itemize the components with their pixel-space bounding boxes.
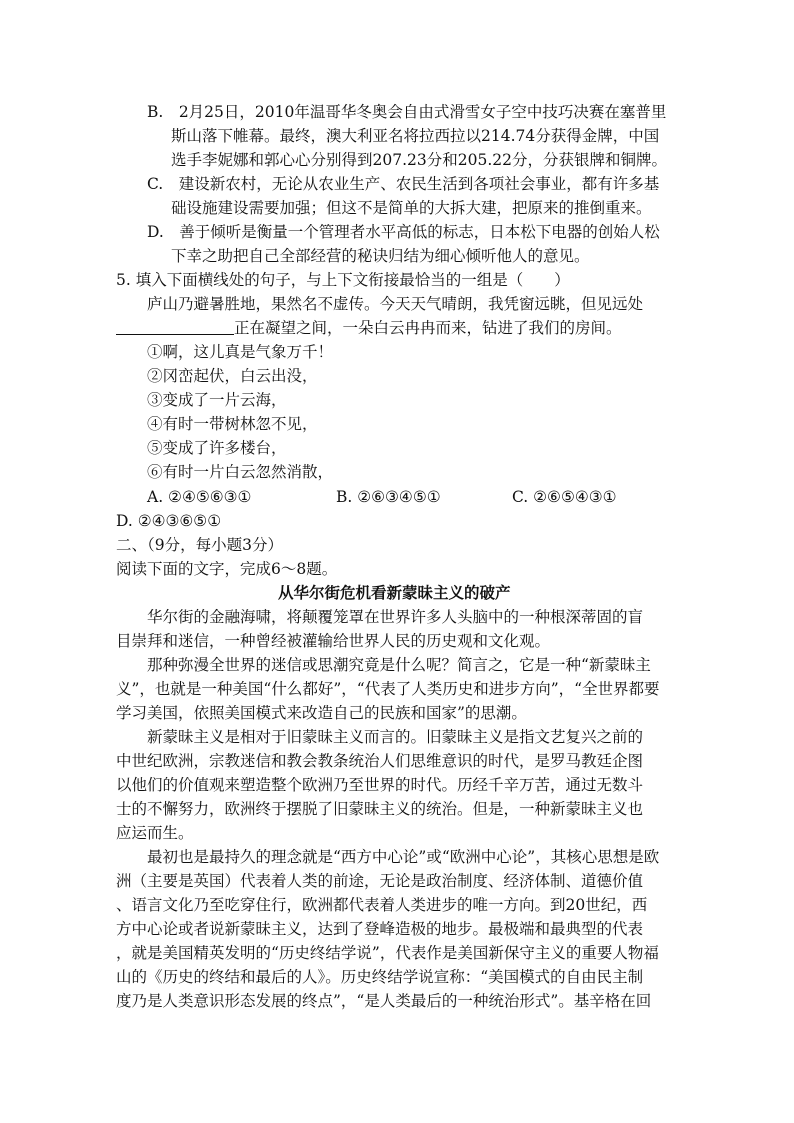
article-p4-line-2: 洲（主要是英国）代表着人类的前途，无论是政治制度、经济体制、道德价值 bbox=[116, 872, 644, 890]
article-p3-line-1: 新蒙昧主义是相对于旧蒙昧主义而言的。旧蒙昧主义是指文艺复兴之前的 bbox=[147, 728, 644, 746]
article-p4-line-6: 山的《历史的终结和最后的人》。历史终结学说宣称：“美国模式的自由民主制 bbox=[116, 968, 644, 986]
article-p2-line-3: 学习美国，依照美国模式来改造自己的民族和国家”的思潮。 bbox=[116, 704, 527, 722]
article-p2-line-2: 义”，也就是一种美国“什么都好”，“代表了人类历史和进步方向”，“全世界都要 bbox=[116, 680, 660, 698]
sentence-1: ①啊，这儿真是气象万千！ bbox=[147, 343, 334, 361]
reading-instruction: 阅读下面的文字，完成6～8题。 bbox=[116, 560, 338, 578]
sentence-4: ④有时一带树林忽不见， bbox=[147, 415, 318, 433]
article-p4-line-5: ，就是美国精英发明的“历史终结学说”，代表作是美国新保守主义的重要人物福 bbox=[116, 944, 659, 962]
choice-a: A. ②④⑤⑥③① bbox=[147, 488, 252, 506]
article-p4-line-1: 最初也是最持久的理念就是“西方中心论”或“欧洲中心论”，其核心思想是欧 bbox=[147, 848, 660, 866]
sentence-5: ⑤变成了许多楼台， bbox=[147, 439, 287, 457]
article-p4-line-3: 、语言文化乃至吃穿住行，欧洲都代表着人类进步的唯一方向。到20世纪，西 bbox=[116, 896, 648, 914]
question-5-stem: 5. 填入下面横线处的句子，与上下文衔接最恰当的一组是（ ） bbox=[116, 271, 570, 289]
option-d-line-1: D. 善于倾听是衡量一个管理者水平高低的标志，日本松下电器的创始人松 bbox=[147, 223, 660, 241]
option-c-line-2: 础设施建设需要加强；但这不是简单的大拆大建，把原来的推倒重来。 bbox=[171, 199, 652, 217]
article-p2-line-1: 那种弥漫全世界的迷信或思潮究竟是什么呢？简言之，它是一种“新蒙昧主 bbox=[147, 656, 651, 674]
sentence-2: ②冈峦起伏，白云出没， bbox=[147, 367, 318, 385]
sentence-6: ⑥有时一片白云忽然消散， bbox=[147, 463, 334, 481]
article-p4-line-4: 方中心论或者说新蒙昧主义，达到了登峰造极的地步。最极端和最典型的代表 bbox=[116, 920, 644, 938]
section-2-heading: 二、（9分，每小题3分） bbox=[116, 536, 283, 554]
option-b-line-3: 选手李妮娜和郭心心分别得到207.23分和205.22分，分获银牌和铜牌。 bbox=[171, 151, 667, 169]
option-b-line-1: B. 2月25日，2010年温哥华冬奥会自由式滑雪女子空中技巧决赛在塞普里 bbox=[147, 103, 667, 121]
choice-c: C. ②⑥⑤④③① bbox=[512, 488, 617, 506]
option-d-line-2: 下幸之助把自己全部经营的秘诀归结为细心倾听他人的意见。 bbox=[171, 247, 590, 265]
article-p1-line-2: 目崇拜和迷信，一种曾经被灌输给世界人民的历史观和文化观。 bbox=[116, 632, 551, 650]
article-p3-line-4: 士的不懈努力，欧洲终于摆脱了旧蒙昧主义的统治。但是，一种新蒙昧主义也 bbox=[116, 800, 644, 818]
option-c-line-1: C. 建设新农村，无论从农业生产、农民生活到各项社会事业，都有许多基 bbox=[147, 175, 660, 193]
article-p4-line-7: 度乃是人类意识形态发展的终点”，“是人类最后的一种统治形式”。基辛格在回 bbox=[116, 992, 652, 1010]
choice-d: D. ②④③⑥⑤① bbox=[116, 512, 222, 530]
article-title: 从华尔街危机看新蒙昧主义的破产 bbox=[278, 583, 511, 602]
article-p3-line-3: 以他们的价值观来塑造整个欧洲乃至世界的时代。历经千辛万苦，通过无数斗 bbox=[116, 776, 644, 794]
article-p1-line-1: 华尔街的金融海啸，将颠覆笼罩在世界许多人头脑中的一种根深蒂固的盲 bbox=[147, 608, 644, 626]
article-p3-line-5: 应运而生。 bbox=[116, 824, 194, 842]
option-b-line-2: 斯山落下帷幕。最终，澳大利亚名将拉西拉以214.74分获得金牌，中国 bbox=[171, 127, 660, 145]
passage-text-2: 正在凝望之间，一朵白云冉冉而来，钻进了我们的房间。 bbox=[116, 316, 622, 340]
choice-b: B. ②⑥③④⑤① bbox=[336, 488, 441, 506]
sentence-3: ③变成了一片云海， bbox=[147, 391, 287, 409]
fill-blank-line bbox=[116, 318, 234, 335]
article-p3-line-2: 中世纪欧洲，宗教迷信和教会教条统治人们思维意识的时代，是罗马教廷企图 bbox=[116, 752, 644, 770]
passage-text-1: 庐山乃避暑胜地，果然名不虚传。今天天气晴朗，我凭窗远眺，但见远处 bbox=[147, 295, 644, 313]
